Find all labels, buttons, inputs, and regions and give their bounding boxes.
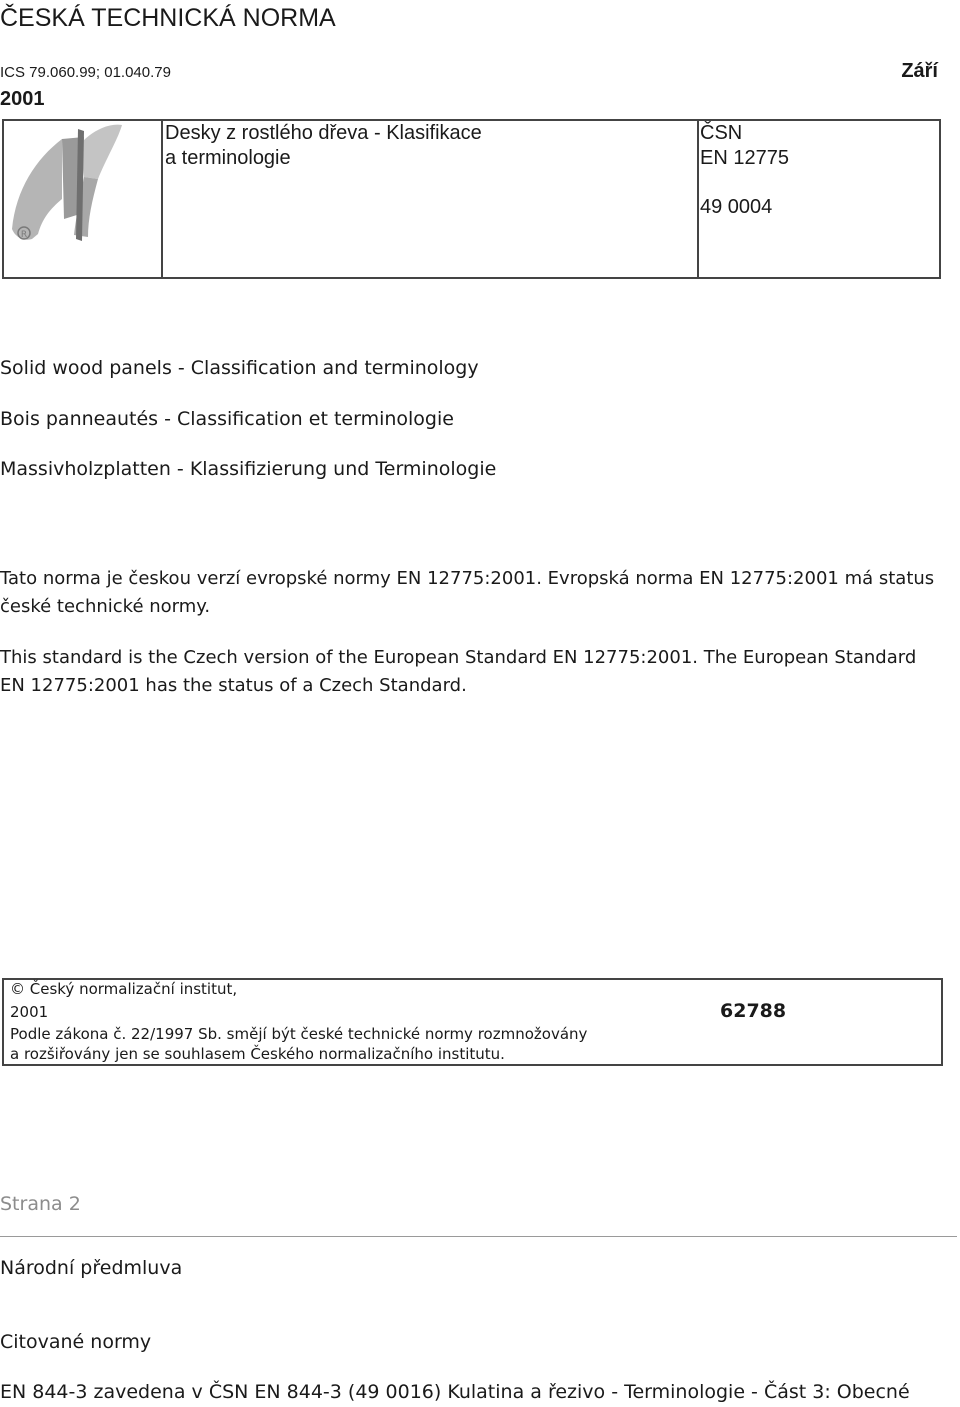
- issue-year: 2001: [0, 88, 45, 110]
- czech-title-line-2: a terminologie: [165, 147, 291, 169]
- title-german: Massivholzplatten - Klassifizierung und Terminologie: [0, 458, 497, 480]
- section-national-foreword: Národní předmluva: [0, 1257, 183, 1279]
- document-type-title: ČESKÁ TECHNICKÁ NORMA: [0, 4, 336, 32]
- status-english-line-1: This standard is the Czech version of the European Standard EN 12775:2001. The European Standard: [0, 647, 917, 668]
- status-czech-line-2: české technické normy.: [0, 596, 211, 617]
- czech-title: [165, 121, 685, 171]
- status-paragraph-english: [0, 644, 960, 700]
- classification-code: 49 0004: [700, 196, 773, 218]
- title-english: Solid wood panels - Classification and terminology: [0, 357, 479, 379]
- copyright-line-4: a rozšiřovány jen se souhlasem Českého normalizačního institutu.: [10, 1045, 505, 1063]
- copyright-line-3: Podle zákona č. 22/1997 Sb. smějí být české technické normy rozmnožovány: [10, 1025, 588, 1043]
- page-label: Strana 2: [0, 1193, 81, 1215]
- copyright-line-1: © Český normalizační institut,: [10, 980, 238, 998]
- status-paragraph-czech: [0, 565, 960, 621]
- unmz-logo-icon: [2, 119, 162, 279]
- registered-mark: R: [20, 230, 28, 240]
- issue-month: Září: [901, 60, 938, 82]
- section-cited-standards: Citované normy: [0, 1331, 152, 1353]
- ics-code: ICS 79.060.99; 01.040.79: [0, 64, 171, 81]
- copyright-year: 2001: [10, 1003, 49, 1021]
- cited-standard-reference: EN 844-3 zavedena v ČSN EN 844-3 (49 0016) Kulatina a řezivo - Terminologie - Část 3: Obecné: [0, 1381, 910, 1403]
- page-divider: [0, 1236, 957, 1237]
- status-czech-line-1: Tato norma je českou verzí evropské normy EN 12775:2001. Evropská norma EN 12775:2001 má status: [0, 568, 935, 589]
- title-french: Bois panneautés - Classification et terminologie: [0, 408, 454, 430]
- catalog-number: 62788: [720, 1000, 787, 1022]
- czech-title-line-1: Desky z rostlého dřeva - Klasifikace: [165, 122, 482, 144]
- standard-code: [700, 121, 789, 171]
- title-box-divider-right: [697, 119, 699, 279]
- csn-label: ČSN: [700, 122, 743, 144]
- en-code: EN 12775: [700, 147, 789, 169]
- status-english-line-2: EN 12775:2001 has the status of a Czech Standard.: [0, 675, 467, 696]
